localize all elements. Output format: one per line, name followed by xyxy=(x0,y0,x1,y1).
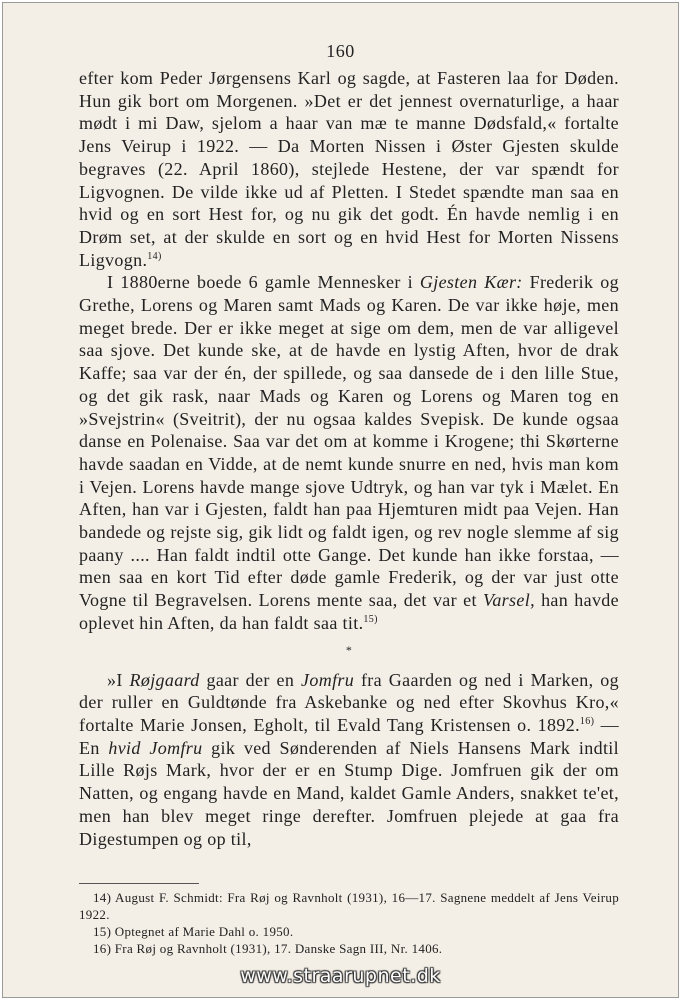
footnotes xyxy=(79,889,619,957)
page-frame xyxy=(2,2,679,998)
body-text xyxy=(79,67,619,850)
footnote-rule xyxy=(79,883,199,884)
paragraph-3 xyxy=(79,669,619,851)
section-separator: * xyxy=(345,642,353,657)
italic-term: Røjgaard xyxy=(129,669,200,690)
paragraph-1 xyxy=(79,67,619,271)
italic-term: Varsel, xyxy=(482,590,535,611)
text-run: fra Gaarden og ned i Marken, og der ruller en Guldtønde fra Askebanke og ned efter Skovhus Kro,« fortalte Marie Jonsen, Egholt, til Evald Tang Kristensen o. 1892. xyxy=(79,669,620,735)
website-watermark: www.straarupnet.dk xyxy=(240,965,441,987)
text-run: Frederik og Grethe, Lorens og Maren samt Mads og Karen. De var ikke høje, men meget brede. Der er ikke meget at sige om dem, men de var alligevel saa sjove. Det kunde ske, at de havde en lystig Aften, hvor de drak Kaffe; saa var der én, der spillede, og saa dansede de i den lille Stue, og det gik rask, naar Mads og Karen og Lorens og Maren tog en »Svejstrin« (Sveitrit), der nu ogsaa kaldes Svepisk. De kunde ogsaa danse en Polenaise. Saa var det om at komme i Krogene; thi Skørterne havde saadan en Vidde, at de nemt kunde snurre en ned, hvis man kom i Vejen. Lorens havde mange sjove Udtryk, og han var tyk i Mælet. En Aften, han var i Gjesten, faldt han paa Hjemturen midt paa Vejen. Han bandede og rejste sig, gik lidt og faldt igen, og rev nogle slemme af sig paany .... Han faldt indtil otte Gange. Det kunde han ikke forstaa, — men saa en kort Tid efter døde gamle Frederik, og der var just otte Vogne til Begravelsen. Lorens mente saa, det var et xyxy=(79,272,619,611)
footnote-14: 14) August F. Schmidt: Fra Røj og Ravnholt (1931), 16—17. Sagnene meddelt af Jens Veirup 1922. xyxy=(79,890,619,922)
footnote-15: 15) Optegnet af Marie Dahl o. 1950. xyxy=(93,924,294,939)
text-run: »I xyxy=(107,669,130,690)
footnote-ref: 15) xyxy=(363,613,378,625)
footnote-ref: 16) xyxy=(579,715,595,727)
text-run: I 1880erne boede 6 gamle Mennesker i xyxy=(107,272,420,293)
text-run: — En xyxy=(79,714,619,758)
text-run: efter kom Peder Jørgensens Karl og sagde, at Fasteren laa for Døden. Hun gik bort om Morgenen. »Det er det jennest overnaturlige, a haar mødt i mi Daw, sjelom a haar van mæ te manne Dødsfald,« fortalte Jens Veirup i 1922. — Da Morten Nissen i Øster Gjesten skulde begraves (22. April 1860), stejlede Hestene, der var spændt for Ligvognen. De vilde ikke ud af Pletten. I Stedet spændte man saa en hvid og en sort Hest for, og nu gik det godt. Én havde nemlig i en Drøm set, at der skulde en sort og en hvid Hest for Morten Nissens Ligvogn. xyxy=(79,68,619,270)
italic-term: hvid Jomfru xyxy=(108,737,203,758)
footnote-16: 16) Fra Røj og Ravnholt (1931), 17. Danske Sagn III, Nr. 1406. xyxy=(93,941,443,956)
text-run: gik ved Sønderenden af Niels Hansens Mark indtil Lille Røjs Mark, hvor der er en Stump Dige. Jomfruen gik der om Natten, og engang havde en Mand, kaldet Gamle Anders, snakket te'et, men han blev meget ringe derefter. Jomfruen plejede at gaa fra Digestumpen og op til, xyxy=(79,737,619,849)
paragraph-2 xyxy=(79,271,619,634)
text-run: han havde oplevet hin Aften, da han faldt saa tit. xyxy=(79,590,619,633)
italic-term: Jomfru xyxy=(301,669,355,690)
text-run: gaar der en xyxy=(199,669,302,690)
italic-term: Gjesten Kær: xyxy=(419,272,523,293)
footnote-ref: 14) xyxy=(147,250,162,262)
page-number: 160 xyxy=(326,41,355,61)
